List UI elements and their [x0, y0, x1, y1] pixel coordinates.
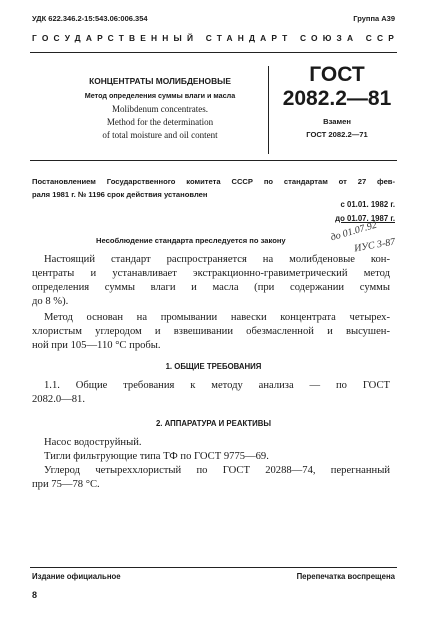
section-1-body	[32, 379, 390, 407]
section-2-item3-line1: Углерод четыреххлористый по ГОСТ 20288—74, перегнанный	[44, 465, 390, 476]
replaced-label: Взамен	[323, 117, 351, 126]
handwritten-ius: ИУС 3-87	[353, 236, 397, 255]
section-2-item2: Тигли фильтрующие типа ТФ по ГОСТ 9775—69.	[44, 451, 269, 462]
section-2-item3-line2: при 75—78 °С.	[32, 479, 100, 490]
title-en-line2: Method for the determination	[106, 117, 214, 128]
section-1-title: 1. ОБЩИЕ ТРЕБОВАНИЯ	[165, 362, 262, 371]
intro-paragraph-1	[32, 253, 390, 309]
udc-code: УДК 622.346.2-15:543.06:006.354	[32, 14, 148, 23]
decree-line-2: раля 1981 г. № 1196 срок действия установлен	[32, 190, 208, 199]
intro-p1-line4: до 8 %).	[32, 296, 69, 307]
section-2-body	[32, 436, 390, 492]
intro-p1-line1: Настоящий стандарт распространяется на молибденовые кон-	[44, 254, 390, 265]
intro-p1-line2: центраты и устанавливает экстракционно-гравиметрический метод	[32, 268, 390, 279]
section-1-line2: 2082.0—81.	[32, 394, 85, 405]
title-rule	[30, 160, 397, 161]
title-en-line1: Molibdenum concentrates.	[112, 104, 208, 114]
intro-p2-line1: Метод основан на промывании навески концентрата четырех-	[44, 312, 390, 323]
gost-prefix: ГОСТ	[309, 63, 365, 86]
valid-to: до 01.07. 1987 г.	[335, 214, 395, 223]
replaced-value: ГОСТ 2082.2—71	[306, 130, 368, 139]
title-ru: КОНЦЕНТРАТЫ МОЛИБДЕНОВЫЕ	[89, 76, 231, 86]
non-compliance-notice: Несоблюдение стандарта преследуется по закону	[96, 236, 286, 245]
intro-p2-line2: хлористым углеродом и взвешивании обезмасленной и высушен-	[32, 326, 390, 337]
section-2-title: 2. АППАРАТУРА И РЕАКТИВЫ	[155, 419, 272, 428]
intro-paragraph-2	[32, 311, 390, 353]
section-1-line1: 1.1. Общие требования к методу анализа — по ГОСТ	[44, 380, 390, 391]
valid-from: с 01.01. 1982 г.	[340, 200, 395, 209]
page-number: 8	[32, 590, 38, 600]
footer-rule	[30, 567, 397, 568]
group-code: Группа А39	[353, 14, 395, 23]
intro-p1-line3: определения суммы влаги и масла (при содержании суммы	[32, 282, 390, 293]
official-edition: Издание официальное	[32, 572, 121, 581]
handwritten-date: до 01.07.92	[329, 219, 379, 244]
top-rule	[30, 52, 397, 53]
reprint-notice: Перепечатка воспрещена	[296, 572, 395, 581]
title-en-line3: of total moisture and oil content	[102, 130, 218, 141]
title-block	[60, 76, 260, 141]
standard-banner: ГОСУДАРСТВЕННЫЙ СТАНДАРТ СОЮЗА ССР	[32, 33, 400, 43]
decree-line-1: Постановлением Государственного комитета СССР по стандартам от 27 фев-	[32, 177, 395, 186]
subtitle-ru: Метод определения суммы влаги и масла	[84, 91, 236, 100]
gost-number: 2082.2—81	[282, 87, 392, 110]
title-divider	[268, 66, 269, 154]
intro-p2-line3: ной при 105—110 °С пробы.	[32, 340, 161, 351]
section-2-item1: Насос водоструйный.	[44, 437, 142, 448]
